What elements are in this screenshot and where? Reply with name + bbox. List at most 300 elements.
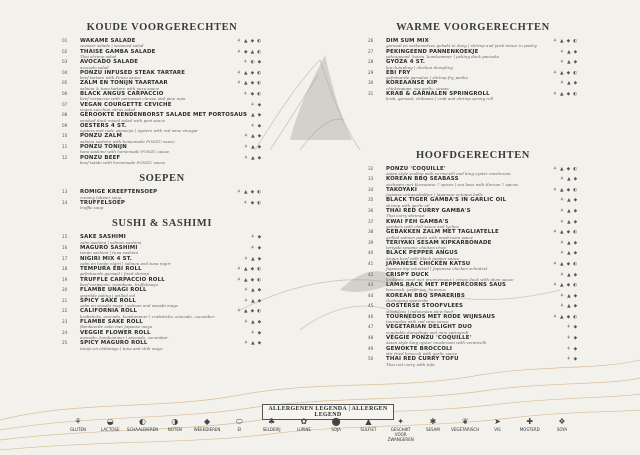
menu-item [62,102,262,113]
allergen-icon: ❖ [558,417,566,426]
item-name: CALIFORNIA ROLL [80,308,138,315]
legend-item [514,416,546,446]
item-number: 17 [62,255,68,261]
item-description: gefrituurde garnaal | fried shrimp [80,271,149,277]
legend-item [320,416,352,446]
allergen-icons: ⚘ ▲ ◆ ◐ [236,39,262,44]
menu-item [368,261,578,272]
allergen-icons: ⚘ ▲ ◆ [559,251,578,257]
legend-item [127,416,159,446]
item-description: salmon & tuna tartare with yuzu sauce [80,85,160,91]
legend-item [546,416,578,446]
allergen-icons: ⚘ ▲ ◆ [559,177,578,183]
item-name: TEMPURA EBI ROLL [80,266,142,273]
item-number: 31 [368,90,374,96]
item-description: chickenpops, soy garlic, sesam [386,85,449,91]
menu-item [62,49,262,60]
allergen-icons: ⚘ ▲ ◆ ◐ [552,166,578,172]
hoofd-list [368,166,578,367]
item-description: salmon sashimi with homemade PONZU sauce [80,138,175,144]
item-description: lamsrack, peper jus, hummus [386,287,446,293]
menu-item [62,319,262,330]
menu-item [62,287,262,298]
item-name: VEGGIE FLOWER ROLL [80,329,151,336]
legend-item [256,416,288,446]
item-description: beef tartare with Ponzu sauce [80,75,141,81]
menu-item [62,256,262,267]
menu-item [368,356,578,367]
item-name: KRAB & GARNALEN SPRINGROLL [386,90,490,97]
item-description: Thai curry shrimps [386,213,425,219]
item-number: 11 [62,143,68,149]
menu-item [368,240,578,251]
allergen-icons: ⚘ ▲ ◆ ◐ [236,81,262,87]
item-number: 29 [368,69,374,75]
allergen-icons: ⚘ ◆ ◐ [243,200,262,206]
item-description: krabsticks, avocado, komkommer | crabsticks, avocado, cucumber [80,313,215,319]
item-name: BLACK TIGER GAMBA'S IN GARLIC OIL [386,197,507,204]
allergen-label: GESCHIKT VOOR ZWANGEREN [387,427,414,442]
allergen-icon: ◆ [203,417,211,426]
menu-item [368,314,578,325]
item-number: 21 [62,297,68,303]
allergen-icon: ✚ [526,417,534,426]
menu-item [62,59,262,70]
item-description: Japanse kip schnitzel | Japanese chicken schnitzel [386,266,488,272]
item-number: 41 [368,260,374,266]
item-name: PONZU 'COQUILLE' [386,165,446,172]
allergen-icons: ⚘ ▲ ◆ [559,208,578,214]
menu-item [62,133,262,144]
allergen-icon: ➤ [494,417,501,426]
item-name: PEKINGEEND PANNENKOEKJE [386,48,479,55]
legend-item [481,416,513,446]
legend-item [385,416,417,446]
allergen-icons: ⚘ ◆ [250,235,262,241]
menu-item [368,187,578,198]
allergen-icons: ⚘ ▲ ◆ [559,198,578,204]
item-number: 07 [62,101,68,107]
item-number: 02 [62,48,68,54]
allergen-icon: ◑ [171,417,179,426]
item-description: grilled salmon pasta with mushroom sauce [386,234,474,240]
item-description: zeewier salade | seaweed salad [80,43,144,49]
menu-item [368,166,578,177]
item-description: pekingeend, hoisin, komkommer | peking duck pancake [386,53,500,59]
allergen-icons: ⚘ ◆ [566,357,578,363]
item-name: KOREAN BBQ SEABASS [386,176,459,183]
item-name: DIM SUM MIX [386,38,429,44]
allergen-icons: ⚘ ▲ ◆ [559,49,578,55]
allergen-label: VIS [494,427,501,432]
item-description: smoked duck mixed salad with port sauce [80,117,165,123]
menu-item [62,112,262,123]
item-number: 47 [368,324,374,330]
koude-list [62,38,262,165]
item-name: EBI FRY [386,69,411,76]
allergen-label: SULFIET [360,427,377,432]
item-description: zalm sashimi | salmon sashimi [80,239,142,245]
item-name: CRISPY DUCK [386,271,429,278]
item-description: tournedos with red wine sauce [386,319,449,325]
allergen-icons: ⚘ ◆ [250,123,262,129]
item-number: 14 [62,199,68,205]
allergen-icons: ⚘ ▲ ◆ ◐ [552,261,578,267]
menu-item [368,229,578,240]
item-number: 16 [62,244,68,250]
allergen-icons: ⚘ ▲ ◆ ◐ [552,187,578,193]
allergen-icons: ⚘ ▲ ◆ [559,219,578,225]
item-description: tonijn sashimi | tuna sashimi [80,250,139,256]
item-description: gegrilde paling | grilled eel [80,292,136,298]
item-name: FLAMBE SAKE ROLL [80,319,143,326]
allergen-icons: ⚘ ▲ ◆ ◐ [552,230,578,236]
item-number: 03 [62,59,68,65]
item-description: teriyaki sesame chicken chop [386,245,446,251]
item-name: AVOCADO SALADE [80,59,139,66]
item-description: oysters met rode wijnazijn | oysters with red wine vinegar [80,128,198,134]
item-number: 44 [368,292,374,298]
menu-item [368,346,578,357]
item-number: 32 [368,165,374,171]
allergen-label: SOJA [331,427,341,432]
item-name: BLACK ANGUS CARPACCIO [80,90,164,97]
allergen-icons: ⚘ ◆ [566,336,578,342]
allergen-label: SCHAALDIEREN [126,427,159,432]
warme-title: WARME VOORGERECHTEN [396,22,550,33]
allergen-label: WEEKDIEREN [193,427,221,432]
item-description: krokante eend met pruimensaus | crispy duck with plum sauce [386,276,514,282]
allergen-icons: ⚘ ▲ ◆ ◐ [552,91,578,97]
menu-item [62,123,262,134]
item-description: krab, garnaal, chilisaus | crab and shrimp spring roll [386,96,494,102]
item-name: NIGIRI MIX 4 ST. [80,255,132,262]
allergen-icons: ⚘ ▲ ◆ ◐ [236,277,262,283]
item-name: THAISE GAMBA SALADE [80,48,156,55]
allergen-label: VEGETARISCH [451,427,480,432]
soepen-title: SOEPEN [139,173,185,185]
item-number: 28 [368,59,374,65]
menu-item [62,245,262,256]
allergen-icons: ⚘ ▲ ◆ ◐ [236,190,262,196]
allergen-icons: ⚘ ▲ ◆ ◐ [236,267,262,273]
item-name: TOURNEDOS MET RODE WIJNSAUS [386,313,496,320]
legend-item [223,416,255,446]
allergen-icons: ⚘ ◆ [250,330,262,336]
item-description: Thai shrimp salad [80,53,117,59]
allergen-icon: ✿ [300,417,308,426]
menu-item [368,219,578,230]
item-number: 04 [62,69,68,75]
allergen-icon: ♣ [268,417,276,426]
legend-item [449,416,481,446]
item-description: zalm en wasabi mayo | salmon and wasabi mayo [80,303,178,309]
item-description: Asian style scallop with vermicelli and king oyster mushroom [386,170,511,176]
legend-item [62,416,94,446]
allergen-icons: ⚘ ▲ ◆ [559,81,578,87]
item-name: GEBAKKEN ZALM MET TAGLIATELLE [386,229,499,236]
allergen-icons: ⚘ ▲ ◆ [243,288,262,294]
item-number: 05 [62,80,68,86]
menu-item [368,91,578,102]
allergen-icons: ⚘ ▲ ◆ [243,113,262,119]
item-number: 27 [368,48,374,54]
item-description: vegan zucchini citrus salad [80,106,136,112]
item-number: 42 [368,271,374,277]
item-description: avocado, komkommer | avocado, cucumber [80,335,168,341]
menu-item [62,189,262,200]
item-number: 36 [368,207,374,213]
allergen-icons: ⚘ ▲ ◆ [243,155,262,161]
item-name: ZALM EN TONIJN TAARTAAR [80,80,168,87]
left-column [62,22,262,351]
item-name: JAPANESE CHICKEN KATSU [386,260,471,267]
allergen-icons: ⚘ ▲ ◆ [243,341,262,347]
menu-item [368,59,578,70]
allergen-icons: ⚘ ◆ ◐ [243,91,262,97]
warme-list [368,38,578,102]
item-description: tuna sashimi with homemade PONZU sauce [80,149,170,155]
menu-item [62,155,262,166]
allergen-label: EI [237,427,242,432]
item-description: Angus beef with black pepper sauce [386,255,460,261]
menu-item [368,197,578,208]
item-description: kip dumpling | chicken dumpling [386,64,453,70]
allergen-icon: ◐ [139,417,147,426]
allergen-icon: ◒ [106,417,114,426]
item-number: 18 [62,266,68,272]
item-number: 25 [62,340,68,346]
item-name: OOSTERSE STOOFVLEES [386,303,464,310]
allergen-icons: ⚘ ◆ ▲ ◐ [236,49,262,55]
allergen-icons: ⚘ ▲ ◆ ◐ [552,283,578,289]
item-name: SPICY MAGURO ROLL [80,340,148,347]
item-name: TERIYAKI SESAM KIPKARBONADE [386,239,492,246]
legend-item [159,416,191,446]
menu-item [368,272,578,283]
item-name: ROMIGE KREEFTENSOEP [80,189,158,196]
sushi-list [62,234,262,351]
item-name: VEGETARIAN DELIGHT DUO [386,324,473,331]
item-name: GEWOKTE BROCCOLI [386,345,453,352]
item-number: 24 [62,329,68,335]
allergen-label: GLUTEN [69,427,87,432]
allergen-icons: ⚘ ▲ ◆ ◐ [236,309,262,315]
item-name: FLAMBE UNAGI ROLL [80,287,147,294]
menu-item [368,303,578,314]
item-number: 33 [368,176,374,182]
item-description: stir fried broccoli with garlic sauce [386,351,458,357]
allergen-label: LUPINE [296,427,311,432]
item-name: KOREAANSE KIP [386,80,438,87]
item-number: 01 [62,38,68,43]
menu-item [62,330,262,341]
allergen-icon: ⬤ [331,417,341,426]
item-description: avocado salad [80,64,109,70]
sushi-title: SUSHI & SASHIMI [111,218,213,230]
item-description: gefrituurde garnalen | shrimp fry, panko [386,75,468,81]
menu-item [62,266,262,277]
item-description: beef tataki with homemade PONZU sauce [80,159,166,165]
item-description: zalm en tonijn nigiri | salmon and tuna nigiri [80,260,171,266]
item-number: 43 [368,282,374,288]
item-number: 40 [368,250,374,256]
allergen-icons: ⚘ ◆ [250,245,262,251]
allergen-icons: ⚘ ◆ [250,102,262,108]
allergen-icons: ⚘ ▲ ◆ [559,304,578,310]
item-description: beef carpaccio with parmesan cheese and pine nuts [80,96,186,102]
menu-item [368,293,578,304]
item-number: 09 [62,122,68,128]
menu-item [62,91,262,102]
item-number: 06 [62,90,68,96]
item-number: 48 [368,335,374,341]
allergen-label: LACTOSE [101,427,120,432]
menu-item [62,144,262,155]
item-number: 13 [62,189,68,195]
item-name: PONZU TONIJN [80,143,127,150]
item-description: zeebaars met Koreaanse 7 spices | sea bass with Korean 7 spices [386,181,519,187]
item-name: TRUFFELSOEP [80,199,125,206]
item-number: 23 [62,319,68,325]
item-description: tonijn en chilimayo | tuna and chili mayo [80,345,163,351]
item-name: BLACK PEPPER ANGUS [386,250,458,257]
item-description: gamba's with chili sauce and lychee [386,223,459,229]
allergen-icons: ⚘ ▲ ◆ [243,134,262,140]
menu-item [368,250,578,261]
item-number: 12 [62,154,68,160]
menu-item [368,324,578,335]
item-number: 34 [368,186,374,192]
item-number: 45 [368,303,374,309]
legend-item [288,416,320,446]
menu-item [368,282,578,293]
legend-item [417,416,449,446]
soepen-list [62,189,262,210]
allergen-icon: ✱ [429,417,437,426]
item-number: 35 [368,197,374,203]
item-name: VEGGIE PONZU 'COQUILLE' [386,335,472,342]
menu-item [368,38,578,49]
item-description: creamy lobster soup [80,194,122,200]
allergen-label: MOSTERD [519,427,540,432]
allergen-icons: ⚘ ▲ ◆ ◐ [236,70,262,76]
item-description: shrimp with garlic oil [386,202,430,208]
menu-item [368,208,578,219]
menu-item [62,70,262,81]
item-description: truffle soup [80,205,104,211]
allergen-icon: ✦ [397,417,404,426]
item-description: Gochujang spareribs [386,298,429,304]
koude-title: KOUDE VOORGERECHTEN [86,22,238,33]
allergen-icons: ⚘ ▲ ◆ [243,144,262,150]
menu-item [62,298,262,309]
right-column [368,22,578,367]
allergen-icons: ⚘ ▲ ◆ [243,298,262,304]
allergen-icons: ⚘ ▲ ◆ [559,240,578,246]
item-description: beef carpaccio, roomkaas, truffelmayo [80,282,158,288]
item-name: PONZU ZALM [80,133,123,140]
legend-row [62,416,578,446]
item-number: 49 [368,345,374,351]
hoofd-title: HOOFDGERECHTEN [416,149,530,161]
item-description: garnaal en varkensvlees gehakt in deeg | shrimp and pork mince in pastry [386,43,537,49]
menu-item [62,340,262,351]
allergen-icons: ⚘ ◆ [566,346,578,352]
item-name: OESTERS 4 ST. [80,122,127,129]
allergen-label: SELDERIJ [262,427,281,432]
allergen-icons: ⚘ ◐ ◆ [243,60,262,66]
item-description: stoofvlees | indonesian stew beef [386,308,454,314]
item-name: SAKE SASHIMI [80,234,127,241]
item-number: 22 [62,308,68,314]
legend-title: ALLERGENEN LEGENDA | ALLERGEN LEGEND [262,404,394,420]
allergen-icons: ⚘ ◆ [566,325,578,331]
allergen-icon: ⚘ [74,417,82,426]
allergen-icons: ⚘ ▲ ◆ [559,272,578,278]
allergen-icons: ⚘ ▲ ◆ [559,293,578,299]
item-number: 50 [368,356,374,362]
item-name: THAI RED CURRY GAMBA'S [386,207,471,214]
item-name: GYOZA 4 ST. [386,59,426,66]
item-name: VEGAN COURGETTE CEVICHE [80,101,172,108]
menu-item [368,70,578,81]
menu-item [368,335,578,346]
item-name: MAGURO SASHIMI [80,244,138,251]
item-name: PONZU BEEF [80,154,121,161]
item-number: 10 [62,133,68,139]
allergen-icons: ⚘ ▲ ◆ [243,256,262,262]
allergen-icons: ⚘ ▲ ◆ ◐ [552,39,578,44]
allergen-icons: ⚘ ▲ ◆ ◐ [552,70,578,76]
item-number: 08 [62,112,68,118]
item-name: PONZU INFUSED STEAK TARTARE [80,69,186,76]
menu-item [62,80,262,91]
item-number: 39 [368,239,374,245]
item-description: flambeerde zalm met Japanse mayo [80,324,153,330]
allergen-label: SESAM [425,427,440,432]
menu-item [62,308,262,319]
item-name: LAMS RACK MET PEPPERCORNS SAUS [386,282,507,289]
allergen-icon: ⬭ [235,417,243,426]
item-description: Asian style king oyster mushroom with vermicelli [386,340,487,346]
menu-item [368,80,578,91]
item-number: 37 [368,218,374,224]
menu-item [62,38,262,49]
item-description: Thai red curry with tofu [386,361,435,367]
item-name: KOREAN BBQ SPARERIBS [386,292,466,299]
allergen-legend [62,404,578,448]
item-number: 19 [62,276,68,282]
item-description: Japanse octopusbaltjes | Japanese octopus balls [386,192,483,198]
item-number: 38 [368,229,374,235]
item-number: 20 [62,287,68,293]
allergen-icons: ⚘ ▲ ◆ [243,320,262,326]
allergen-icons: ⚘ ▲ ◆ [559,60,578,66]
item-number: 15 [62,234,68,240]
allergen-label: SOYA [556,427,568,432]
legend-item [352,416,384,446]
item-number: 30 [368,80,374,86]
allergen-icon: ▲ [365,417,372,426]
menu-item [62,200,262,211]
allergen-icons: ⚘ ▲ ◆ ◐ [552,314,578,320]
legend-item [191,416,223,446]
item-name: KWAI FEH GAMBA'S [386,218,449,225]
menu-item [62,277,262,288]
item-name: GEROOKTE EENDENBORST SALADE MET PORTOSAUS [80,112,248,119]
item-name: THAI RED CURRY TOFU [386,356,459,363]
